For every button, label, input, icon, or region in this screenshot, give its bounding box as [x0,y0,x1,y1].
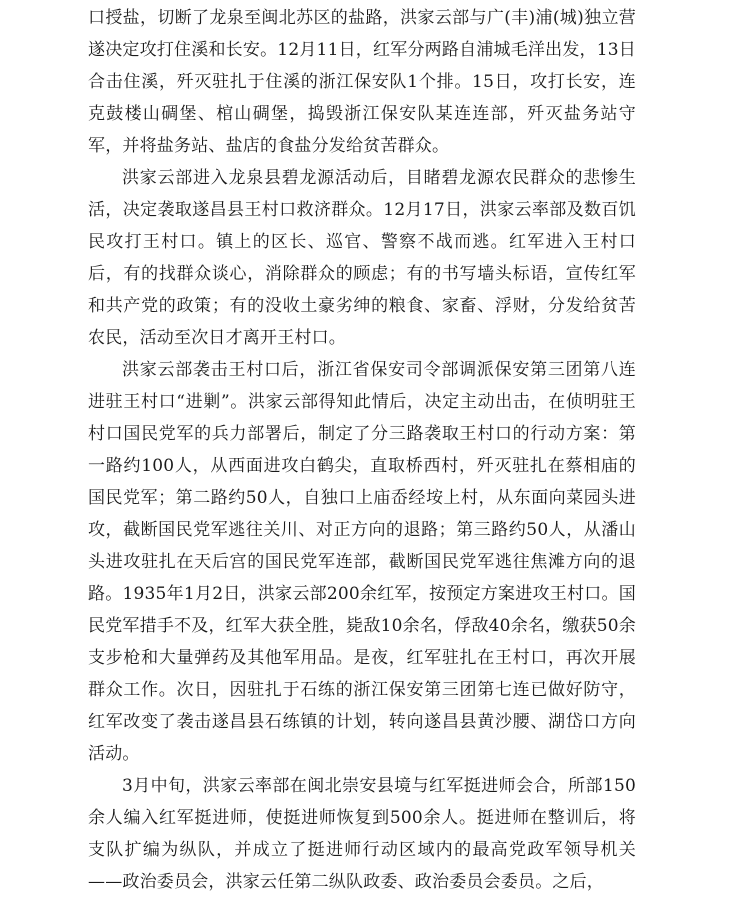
paragraph-1: 口授盐，切断了龙泉至闽北苏区的盐路，洪家云部与广(丰)浦(城)独立营遂决定攻打住溪和长安。12月11日，红军分两路自浦城毛洋出发，13日合击住溪，歼灭驻扎于住溪的浙江保安队1个排。15日，攻打长安，连克鼓楼山碉堡、棺山碉堡，捣毁浙江保安队某连连部，歼灭盐务站守军，并将盐务站、盐店的食盐分发给贫苦群众。 [88,8,636,156]
document-page [88,0,636,898]
paragraph-2: 洪家云部进入龙泉县碧龙源活动后，目睹碧龙源农民群众的悲惨生活，决定袭取遂昌县王村口救济群众。12月17日，洪家云率部及数百饥民攻打王村口。镇上的区长、巡官、警察不战而逃。红军进入王村口后，有的找群众谈心，消除群众的顾虑；有的书写墙头标语，宣传红军和共产党的政策；有的没收土豪劣绅的粮食、家畜、浮财，分发给贫苦农民，活动至次日才离开王村口。 [88,168,636,348]
paragraph-4: 3月中旬，洪家云率部在闽北崇安县境与红军挺进师会合，所部150余人编入红军挺进师，使挺进师恢复到500余人。挺进师在整训后，将支队扩编为纵队，并成立了挺进师行动区域内的最高党政军领导机关——政治委员会，洪家云任第二纵队政委、政治委员会委员。之后， [88,776,636,892]
paragraph-3: 洪家云部袭击王村口后，浙江省保安司令部调派保安第三团第八连进驻王村口“进剿”。洪家云部得知此情后，决定主动出击，在侦明驻王村口国民党军的兵力部署后，制定了分三路袭取王村口的行动方案：第一路约100人，从西面进攻白鹤尖，直取桥西村，歼灭驻扎在蔡相庙的国民党军；第二路约50人，自独口上庙岙经垵上村，从东面向菜园头进攻，截断国民党军逃往关川、对正方向的退路；第三路约50人，从潘山头进攻驻扎在天后宫的国民党军连部，截断国民党军逃往焦滩方向的退路。1935年1月2日，洪家云部200余红军，按预定方案进攻王村口。国民党军措手不及，红军大获全胜，毙敌10余名，俘敌40余名，缴获50余支步枪和大量弹药及其他军用品。是夜，红军驻扎在王村口，再次开展群众工作。次日，因驻扎于石练的浙江保安第三团第七连已做好防守，红军改变了袭击遂昌县石练镇的计划，转向遂昌县黄沙腰、湖岱口方向活动。 [88,360,636,764]
